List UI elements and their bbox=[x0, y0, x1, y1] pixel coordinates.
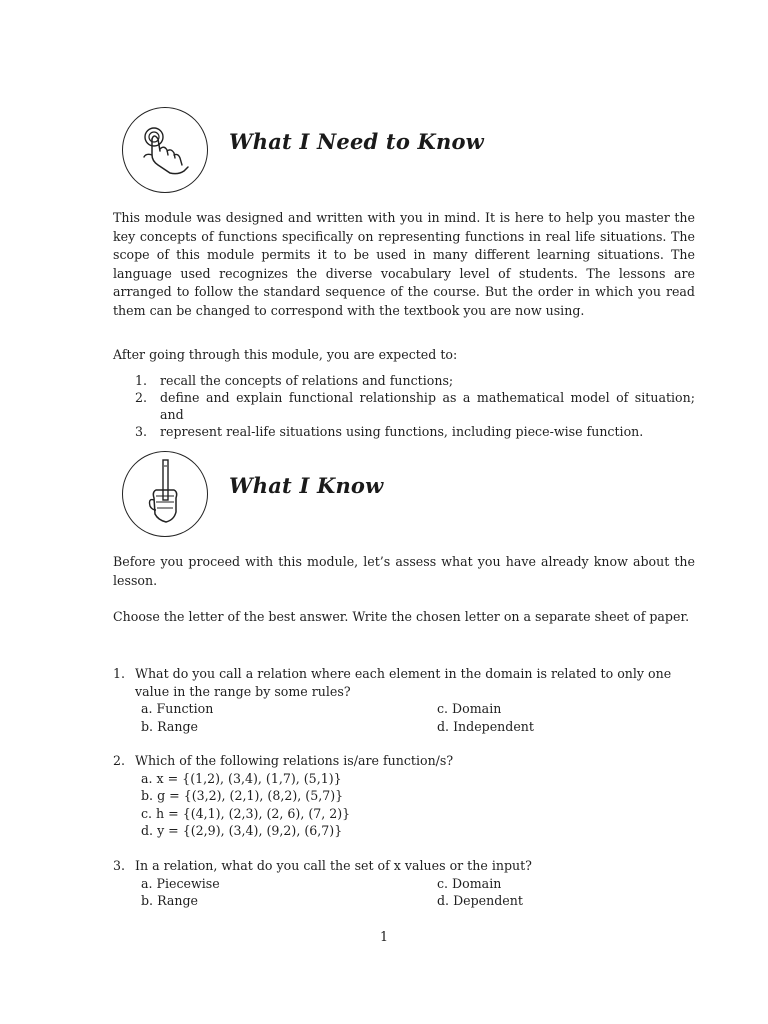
choice: d. Dependent bbox=[437, 893, 523, 908]
expected-lead: After going through this module, you are expected to: bbox=[113, 347, 458, 362]
choice: b. g = {(3,2), (2,1), (8,2), (5,7)} bbox=[141, 788, 344, 803]
choice: c. Domain bbox=[437, 701, 502, 716]
objective-item: 3. represent real-life situations using functions, including piece-wise function. bbox=[135, 424, 644, 439]
choices bbox=[113, 770, 703, 840]
choice: b. Range bbox=[141, 893, 198, 908]
choice: a. Function bbox=[141, 701, 214, 716]
question-stem: 3. In a relation, what do you call the set of x values or the input? bbox=[113, 858, 532, 873]
finger-touch-icon bbox=[122, 107, 208, 193]
what-i-need-to-know-header bbox=[122, 107, 682, 193]
hand-pencil-icon bbox=[122, 451, 208, 537]
section-title: What I Need to Know bbox=[229, 129, 484, 154]
choice: c. Domain bbox=[437, 875, 502, 891]
objective-item: 2. define and explain functional relationship as a mathematical model of situation; and bbox=[135, 390, 695, 422]
choice: d. Independent bbox=[437, 718, 534, 734]
instructions: Choose the letter of the best answer. Write the chosen letter on a separate sheet of paper. bbox=[113, 609, 690, 624]
question-2 bbox=[113, 752, 703, 840]
choice: d. y = {(2,9), (3,4), (9,2), (6,7)} bbox=[141, 823, 343, 838]
page-number: 1 bbox=[379, 929, 388, 944]
choices bbox=[113, 875, 703, 910]
question-1 bbox=[113, 665, 703, 735]
question-stem: 2. Which of the following relations is/are function/s? bbox=[113, 753, 454, 768]
question-3 bbox=[113, 857, 703, 910]
what-i-know-header bbox=[122, 451, 682, 537]
choice: b. Range bbox=[141, 718, 198, 734]
objective-item: 1. recall the concepts of relations and functions; bbox=[135, 373, 454, 388]
assess-intro: Before you proceed with this module, let’s assess what you have already know about the lesson. bbox=[113, 554, 695, 588]
section-title: What I Know bbox=[229, 473, 384, 498]
choice: c. h = {(4,1), (2,3), (2, 6), (7, 2)} bbox=[141, 805, 351, 821]
objectives-list bbox=[113, 372, 695, 440]
intro-paragraph: This module was designed and written with you in mind. It is here to help you master the key concepts of functions specifically on representing functions in real life situations. The scope of this module permits it to be used in many different learning situations. The language used recognizes the diverse vocabulary level of students. The lessons are arranged to follow the standard sequence of the course. But the order in which you read them can be changed to correspond with the textbook you are now using. bbox=[113, 210, 695, 318]
question-stem: 1. What do you call a relation where each element in the domain is related to only one value in the range by some rules? bbox=[113, 666, 672, 699]
choice: a. Piecewise bbox=[141, 875, 220, 891]
choices bbox=[113, 700, 703, 735]
choice: a. x = {(1,2), (3,4), (1,7), (5,1)} bbox=[141, 770, 342, 786]
